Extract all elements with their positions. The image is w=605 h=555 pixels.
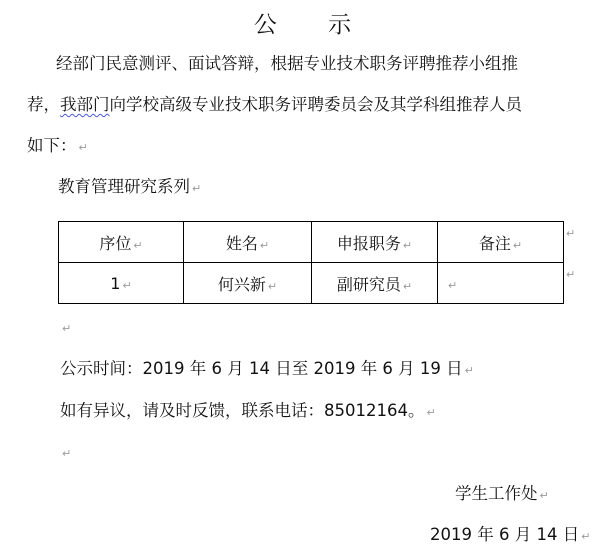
paragraph-mark-icon: ↵ [62, 447, 72, 460]
cell-mark-icon: ↵ [267, 279, 278, 293]
paragraph-mark-icon: ↵ [192, 182, 202, 195]
table-header-cell [312, 222, 438, 263]
empty-paragraph [60, 319, 71, 337]
paragraph-mark-icon: ↵ [62, 322, 72, 335]
cell-mark-icon: ↵ [448, 278, 458, 292]
cell-name: 何兴新 [217, 274, 266, 294]
notice-period-text: 公示时间：2019 年 6 月 14 日至 2019 年 6 月 19 日 [60, 359, 463, 378]
nominee-table [58, 221, 564, 304]
row-end-mark-icon: ↵ [566, 227, 576, 240]
contact-text: 如有异议，请及时反馈，联系电话：85012164。 [60, 401, 425, 420]
header-seq: 序位 [99, 233, 132, 253]
date-text: 2019 年 6 月 14 日 [430, 525, 580, 544]
signature-text: 学生工作处 [455, 484, 538, 503]
header-position: 申报职务 [336, 233, 401, 253]
cell-mark-icon: ↵ [512, 238, 523, 252]
header-name: 姓名 [225, 233, 258, 253]
cell-seq: 1 [110, 273, 121, 293]
paragraph-mark-icon: ↵ [539, 489, 549, 502]
date-line [430, 527, 590, 545]
series-label [58, 179, 201, 197]
cell-mark-icon: ↵ [402, 238, 413, 252]
contact-line [60, 403, 436, 421]
header-remarks: 备注 [478, 233, 511, 253]
table-header-cell [59, 222, 184, 263]
cell-mark-icon: ↵ [133, 238, 143, 252]
table-cell [59, 263, 184, 304]
intro-line-2-pre: 荐， [27, 95, 60, 114]
intro-line-1 [56, 56, 518, 72]
table-cell [438, 263, 564, 304]
paragraph-mark-icon: ↵ [426, 406, 436, 419]
page-title: 公 示 [253, 12, 374, 38]
paragraph-mark-icon: ↵ [464, 364, 474, 377]
notice-period [60, 361, 474, 379]
table-row [59, 263, 564, 304]
intro-line-3 [27, 138, 88, 156]
series-label-text: 教育管理研究系列 [58, 177, 190, 196]
cell-mark-icon: ↵ [259, 238, 270, 252]
intro-line-3-text: 如下： [27, 136, 77, 155]
intro-line-1-text: 经部门民意测评、面试答辩，根据专业技术职务评聘推荐小组推 [56, 54, 518, 73]
cell-position: 副研究员 [336, 274, 401, 294]
table-cell [312, 263, 438, 304]
intro-line-2-post: 向学校高级专业技术职务评聘委员会及其学科组推荐人员 [109, 95, 522, 114]
table-cell [184, 263, 312, 304]
paragraph-mark-icon: ↵ [78, 141, 88, 154]
paragraph-mark-icon: ↵ [581, 530, 591, 543]
empty-paragraph [60, 444, 71, 462]
table-header-cell [184, 222, 312, 263]
cell-mark-icon: ↵ [122, 278, 132, 292]
signature-line [455, 486, 549, 504]
table-header-cell [438, 222, 564, 263]
cell-mark-icon: ↵ [402, 279, 413, 293]
spellcheck-underlined-text: 我部门 [60, 95, 110, 114]
row-end-mark-icon: ↵ [566, 268, 576, 281]
intro-line-2 [27, 97, 522, 113]
table-header-row [59, 222, 564, 263]
